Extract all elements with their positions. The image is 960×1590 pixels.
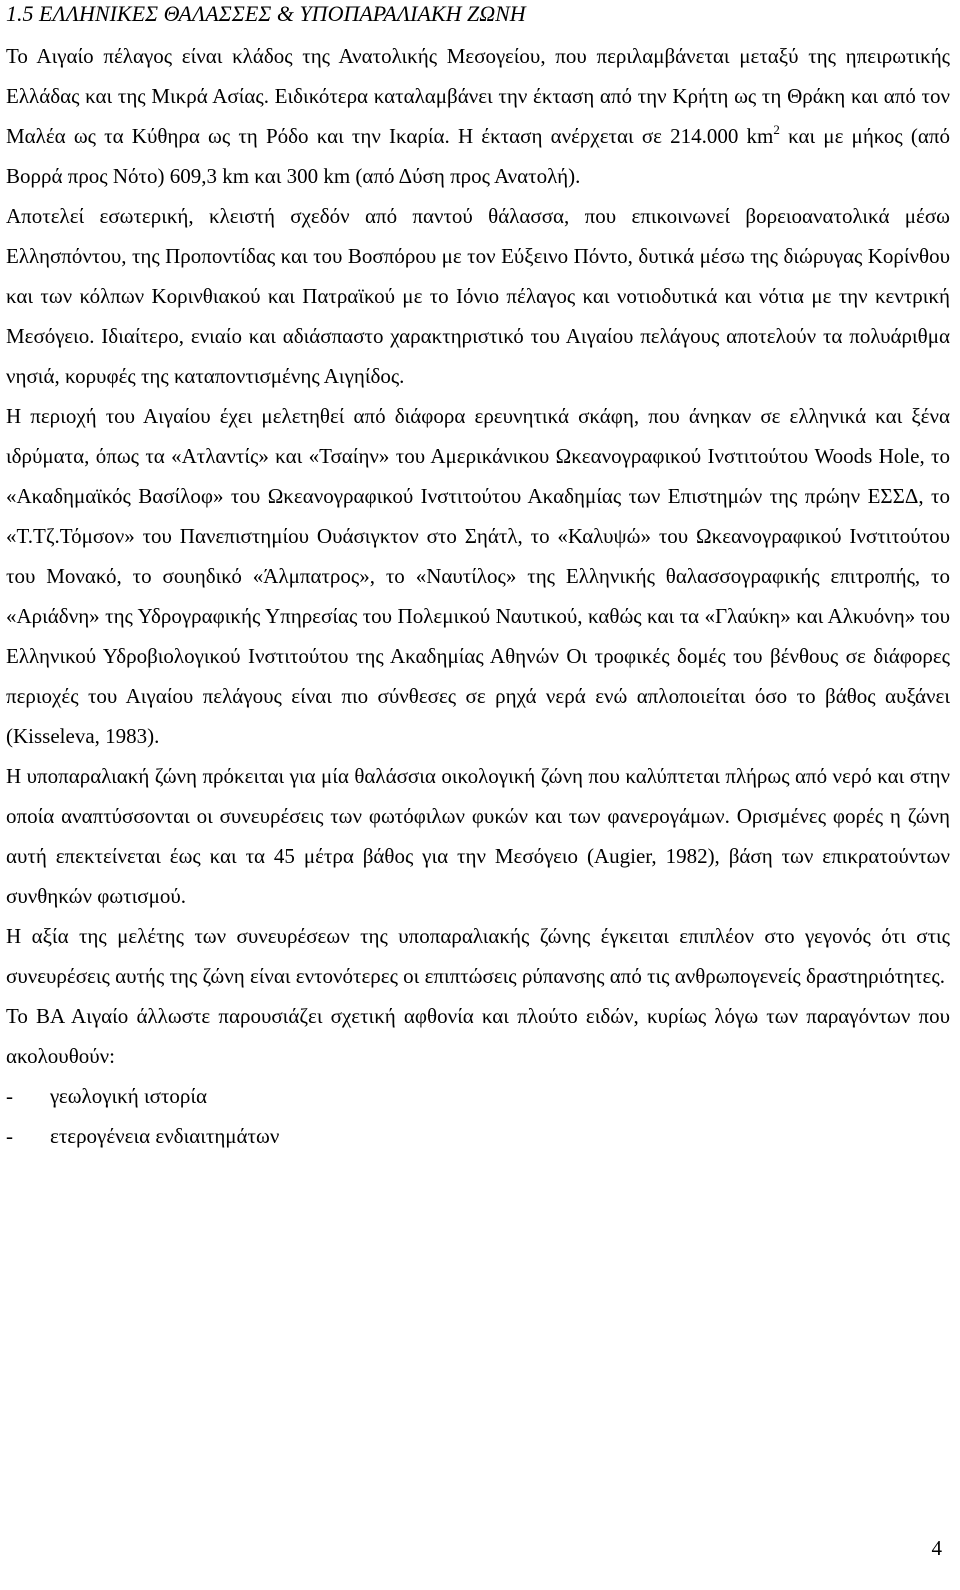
list-item — [6, 1116, 950, 1156]
section-number: 1.5 — [6, 1, 34, 26]
section-heading — [6, 0, 950, 28]
page-number: 4 — [931, 1536, 942, 1560]
paragraph-aegean-extent — [6, 36, 950, 196]
paragraph-ne-aegean: Το ΒΑ Αιγαίο άλλωστε παρουσιάζει σχετική αφθονία και πλούτο ειδών, κυρίως λόγω των παραγόντων που ακολουθούν: — [6, 1004, 950, 1068]
list-bullet: - — [6, 1084, 13, 1108]
paragraph-research-vessels: Η περιοχή του Αιγαίου έχει μελετηθεί από διάφορα ερευνητικά σκάφη, που άνηκαν σε ελληνικά και ξένα ιδρύματα, όπως τα «Ατλαντίς» και «Τσαίην» του Αμερικάνικου Ωκεανογραφικού Ινστιτούτου Woods Hole, το «Ακαδημαϊκός Βασίλοφ» του Ωκεανογραφικού Ινστιτούτου Ακαδημίας των Επιστημών της πρώην ΕΣΣΔ, το «Τ.Τζ.Τόμσον» του Πανεπιστημίου Ουάσιγκτον στο Σηάτλ, το «Καλυψώ» του Ωκεανογραφικού Ινστιτούτου του Μονακό, το σουηδικό «Άλμπατρος», το «Ναυτίλος» της Ελληνικής θαλασσογραφικής επιτροπής, το «Αριάδνη» της Υδρογραφικής Υπηρεσίας του Πολεμικού Ναυτικού, καθώς και τα «Γλαύκη» και Αλκυόνη» του Ελληνικού Υδροβιολογικού Ινστιτούτου της Ακαδημίας Αθηνών Οι τροφικές δομές του βένθους σε διάφορες περιοχές του Αιγαίου πελάγους είναι πιο σύνθεσες σε ρηχά νερά ενώ απλοποιείται όσο το βάθος αυξάνει (Kisseleva, 1983). — [6, 404, 950, 748]
list-item-text: ετερογένεια ενδιαιτημάτων — [50, 1124, 280, 1148]
superscript: 2 — [773, 122, 780, 137]
document-page — [6, 0, 950, 1156]
list-bullet: - — [6, 1124, 13, 1148]
list-item-text: γεωλογική ιστορία — [50, 1084, 208, 1108]
paragraph-text: και με μήκος (από Βορρά προς Νότο) 609,3 km και 300 km (από Δύση προς Ανατολή). — [6, 124, 951, 188]
paragraph-text: Το Αιγαίο πέλαγος είναι κλάδος της Ανατολικής Μεσογείου, που περιλαμβάνεται μεταξύ της ηπειρωτικής Ελλάδας και της Μικρά Ασίας. Ειδικότερα καταλαμβάνει την έκταση από την Κρήτη ως τη Θράκη και από τον Μαλέα ως τα Κύθηρα ως τη Ρόδο και την Ικαρία. Η έκταση ανέρχεται σε 214.000 km — [6, 44, 950, 148]
paragraph-study-value: Η αξία της μελέτης των συνευρέσεων της υποπαραλιακής ζώνης έγκειται επιπλέον στο γεγονός ότι στις συνευρέσεις αυτής της ζώνη είναι εντονότερες οι επιπτώσεις ρύπανσης από τις ανθρωπογενείς δραστηριότητες. — [6, 924, 950, 988]
list-item — [6, 1076, 950, 1116]
factor-list — [6, 1076, 950, 1156]
paragraph-sublittoral-zone: Η υποπαραλιακή ζώνη πρόκειται για μία θαλάσσια οικολογική ζώνη που καλύπτεται πλήρως από νερό και στην οποία αναπτύσσονται οι συνευρέσεις των φωτόφιλων φυκών και των φανερογάμων. Ορισμένες φορές η ζώνη αυτή επεκτείνεται έως και τα 45 μέτρα βάθος για την Μεσόγειο (Augier, 1982), βάση των επικρατούντων συνθηκών φωτισμού. — [6, 764, 950, 908]
section-title: ΕΛΛΗΝΙΚΕΣ ΘΑΛΑΣΣΕΣ & ΥΠΟΠΑΡΑΛΙΑΚΗ ΖΩΝΗ — [39, 1, 526, 26]
paragraph-enclosed-sea: Αποτελεί εσωτερική, κλειστή σχεδόν από παντού θάλασσα, που επικοινωνεί βορειοανατολικά μέσω Ελλησπόντου, της Προποντίδας και του Βοσπόρου με τον Εύξεινο Πόντο, δυτικά μέσω της διώρυγας Κορίνθου και των κόλπων Κορινθιακού και Πατραϊκού με το Ιόνιο πέλαγος και νοτιοδυτικά και νότια με την κεντρική Μεσόγειο. Ιδιαίτερο, ενιαίο και αδιάσπαστο χαρακτηριστικό του Αιγαίου πελάγους αποτελούν τα πολυάριθμα νησιά, κορυφές της καταποντισμένης Αιγηίδος. — [6, 204, 950, 388]
